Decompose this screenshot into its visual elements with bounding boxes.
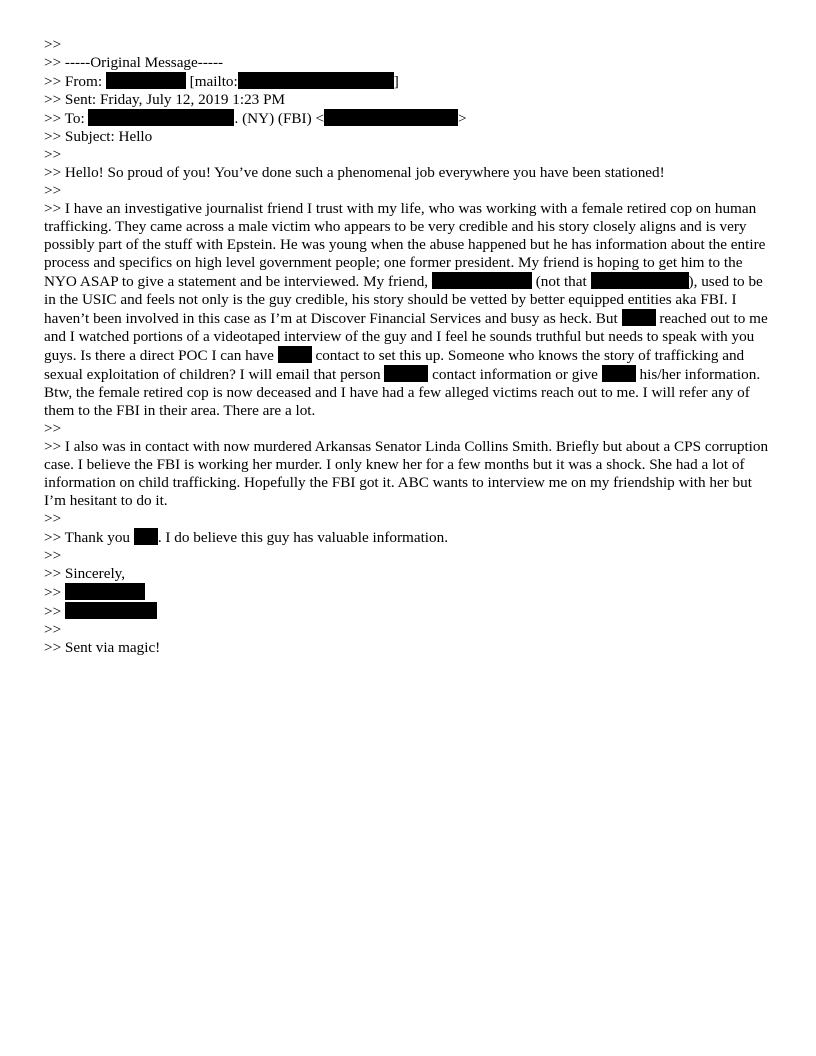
redaction-block bbox=[622, 309, 656, 326]
quote-marker: >> bbox=[44, 510, 62, 527]
footer-line: >> Sent via magic! bbox=[44, 639, 161, 656]
thanks-text: . I do believe this guy has valuable information. bbox=[157, 529, 449, 546]
redaction-block bbox=[278, 346, 312, 363]
signature-line bbox=[44, 602, 772, 621]
body-paragraph-2: >> I also was in contact with now murdered Arkansas Senator Linda Collins Smith. Briefly but about a CPS corruption case. I believe the FBI is working her murder. I only knew her for a few months but it was a shock. She had a lot of information on child trafficking. Hopefully the FBI got it. ABC wants to interview me on my friendship with her but I’m hesitant to do it. bbox=[44, 438, 769, 509]
quote-prefix: >> bbox=[44, 603, 65, 620]
subject-line: >> Subject: Hello bbox=[44, 128, 153, 145]
paragraph-text: contact information or give bbox=[428, 366, 602, 383]
body-paragraph-1 bbox=[44, 200, 772, 420]
quote-prefix: >> bbox=[44, 584, 65, 601]
to-close: > bbox=[458, 110, 467, 127]
from-mailto-close: ] bbox=[393, 73, 399, 90]
redaction-block bbox=[106, 72, 186, 89]
thanks-line bbox=[44, 528, 772, 547]
quote-marker: >> bbox=[44, 36, 62, 53]
redaction-block bbox=[65, 602, 157, 619]
closing-line: >> Sincerely, bbox=[44, 565, 126, 582]
paragraph-text: ), used to be in the USIC and feels not only is the guy credible, his story should be vetted by better equipped entities aka FBI. I haven’t been involved in this case as I’m at Discover Financial Services and busy as heck. But bbox=[44, 273, 763, 327]
redaction-block bbox=[591, 272, 689, 289]
redaction-block bbox=[238, 72, 394, 89]
redaction-block bbox=[384, 365, 428, 382]
quote-marker: >> bbox=[44, 420, 62, 437]
email-document bbox=[44, 36, 772, 657]
paragraph-text: >> I have an investigative journalist friend I trust with my life, who was working with a female retired cop on human trafficking. They came across a male victim who appears to be very credible and his story closely aligns and is very possibly part of the stuff with Epstein. He was young when the abuse happened but he has information about the entire process and specifics on high level government people; one former president. My friend is hoping to get him to the NYO ASAP to give a statement and be interviewed. My friend, bbox=[44, 200, 766, 290]
redaction-block bbox=[65, 583, 145, 600]
signature-line bbox=[44, 583, 772, 602]
sent-line: >> Sent: Friday, July 12, 2019 1:23 PM bbox=[44, 91, 286, 108]
to-org: . (NY) (FBI) < bbox=[234, 110, 325, 127]
paragraph-text: reached out to me and I watched portions of a videotaped interview of the guy and I feel he sounds truthful but needs to speak with you guys. Is there a direct POC I can have bbox=[44, 310, 768, 364]
from-label: >> From: bbox=[44, 73, 106, 90]
to-label: >> To: bbox=[44, 110, 89, 127]
quote-marker: >> bbox=[44, 182, 62, 199]
paragraph-text: contact to set this up. Someone who knows the story of trafficking and sexual exploitation of children? I will email that person bbox=[44, 347, 745, 383]
redaction-block bbox=[432, 272, 532, 289]
redaction-block bbox=[134, 528, 158, 545]
from-line bbox=[44, 72, 772, 91]
paragraph-text: his/her information. Btw, the female retired cop is now deceased and I have had a few alleged victims reach out to me. I will refer any of them to the FBI in their area. There are a lot. bbox=[44, 366, 761, 419]
thanks-text: >> Thank you bbox=[44, 529, 134, 546]
quote-marker: >> bbox=[44, 146, 62, 163]
redaction-block bbox=[88, 109, 234, 126]
to-line bbox=[44, 109, 772, 128]
original-message-header: >> -----Original Message----- bbox=[44, 54, 224, 71]
quote-marker: >> bbox=[44, 547, 62, 564]
from-mailto-open: [mailto: bbox=[185, 73, 238, 90]
quote-marker: >> bbox=[44, 621, 62, 638]
redaction-block bbox=[324, 109, 458, 126]
greeting-line: >> Hello! So proud of you! You’ve done such a phenomenal job everywhere you have been stationed! bbox=[44, 164, 665, 181]
paragraph-text: (not that bbox=[531, 273, 591, 290]
redaction-block bbox=[602, 365, 636, 382]
